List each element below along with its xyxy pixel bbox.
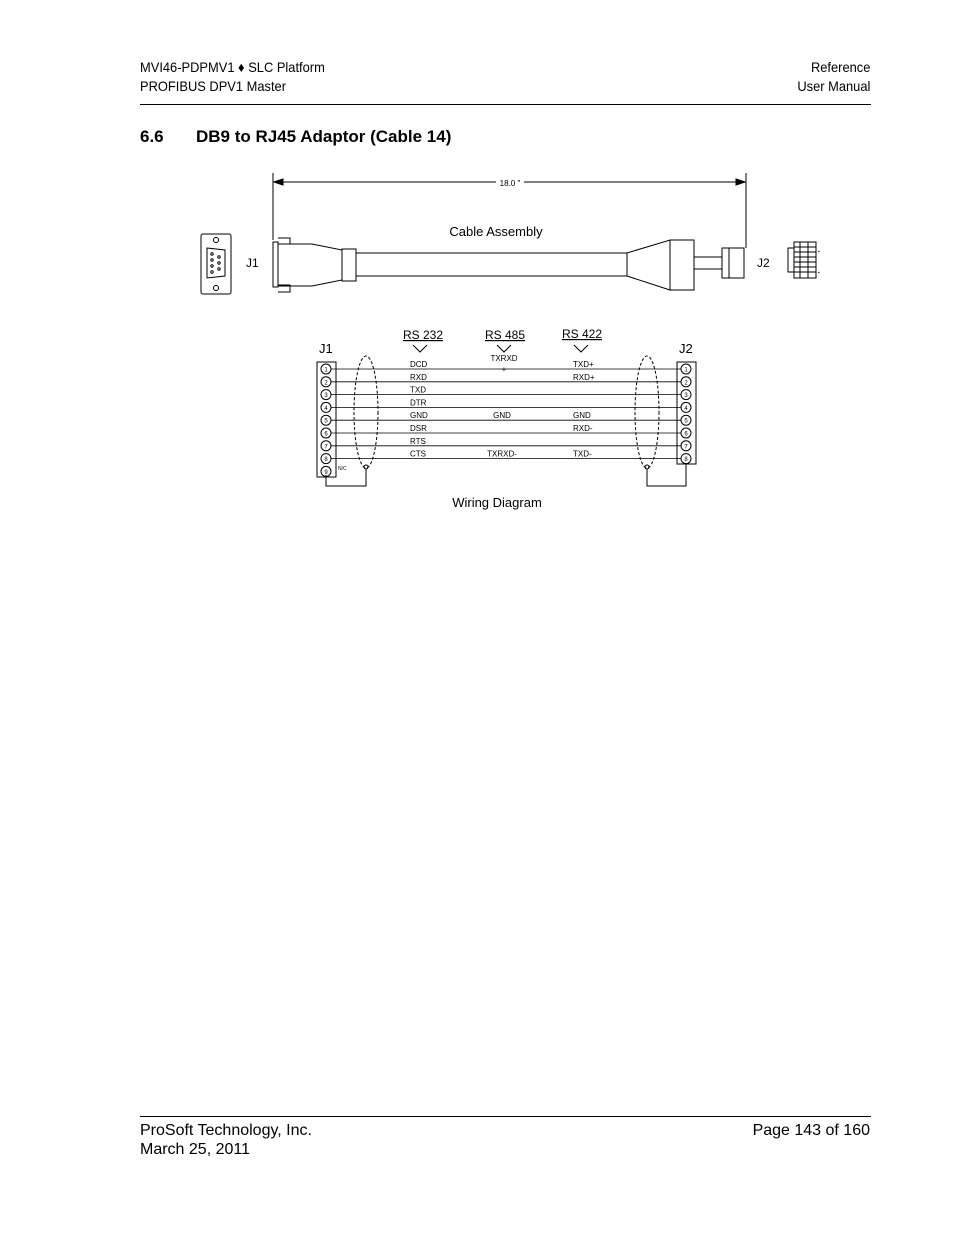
j1-pin-label: 1: [324, 367, 328, 374]
rj45-pin-mark-top: ▪: [818, 249, 820, 255]
j1-pin-label: 3: [324, 393, 328, 400]
j1-pin-label: 9: [324, 469, 328, 476]
j2-pin-label: 7: [684, 444, 688, 451]
j2-pin-label: 3: [684, 393, 688, 400]
footer-date: March 25, 2011: [140, 1141, 250, 1158]
signal-rs422: RXD-: [573, 424, 593, 433]
j1-pin-label: 4: [324, 405, 328, 412]
signal-rs485: TXRXD-: [487, 449, 517, 459]
j2-pin-label: 4: [684, 405, 688, 412]
col-rs422: RS 422: [561, 327, 603, 341]
shield-right: [635, 356, 659, 468]
signal-rs422: TXD-: [573, 449, 592, 459]
j1-pins: [321, 364, 331, 476]
header-section-kind: Reference: [810, 59, 870, 75]
signal-rs422: RXD+: [573, 372, 595, 382]
j2-pin-label: 1: [684, 367, 688, 374]
j2-pin-label: 2: [684, 380, 688, 387]
row-labels: [410, 360, 595, 459]
j1-pin-label: 8: [324, 457, 328, 464]
header-doc-type: User Manual: [796, 78, 870, 94]
j2-pin-label: 6: [684, 431, 688, 438]
signal-rs485: GND: [493, 411, 511, 421]
j1-pin-label: 5: [324, 418, 328, 425]
wiring-caption: Wiring Diagram: [452, 495, 542, 510]
assembly-j1-label: J1: [246, 256, 259, 270]
rs485-plus-label: +: [501, 365, 507, 374]
j1-pin-label: 7: [324, 444, 328, 451]
signal-rs232: RTS: [410, 436, 426, 446]
section-number: 6.6: [140, 127, 164, 146]
j2-pin-label: 8: [684, 457, 688, 464]
assembly-j2-label: J2: [757, 256, 770, 270]
wiring-j1-label: J1: [319, 341, 333, 356]
rj45-pin-mark-bottom: ▪: [818, 270, 820, 276]
footer-right: [753, 1121, 870, 1140]
col-rs485: RS 485: [484, 328, 526, 342]
signal-rs232: CTS: [410, 449, 426, 459]
signal-rs232: DSR: [410, 424, 427, 433]
signal-rs232: GND: [410, 411, 428, 421]
assembly-length: 18.0 ": [499, 179, 521, 188]
footer-company: ProSoft Technology, Inc.: [140, 1122, 312, 1139]
j2-pin-label: 5: [684, 418, 688, 425]
wiring-j2-label: J2: [679, 341, 693, 356]
header-product: MVI46-PDPMV1 ♦ SLC Platform: [140, 59, 325, 75]
footer-page: Page 143 of 160: [752, 1122, 870, 1139]
footer-left: [140, 1121, 312, 1159]
section-title: DB9 to RJ45 Adaptor (Cable 14): [196, 127, 452, 146]
signal-rs422: GND: [573, 411, 591, 421]
col-rs232: RS 232: [402, 328, 444, 342]
signal-rs232: TXD: [410, 385, 426, 395]
signal-rs232: RXD: [410, 372, 427, 382]
wiring-diagram: [317, 327, 696, 510]
signal-rs232: DTR: [410, 398, 427, 408]
signal-rs232: DCD: [410, 360, 428, 369]
signal-rs422: TXD+: [573, 360, 594, 369]
nc-label: N/C: [338, 466, 347, 472]
j1-pin-label: 6: [324, 431, 328, 438]
assembly-caption: Cable Assembly: [449, 224, 543, 239]
j1-pin-label: 2: [324, 380, 328, 387]
j2-pins: [681, 364, 691, 464]
rs485-top-label: TXRXD: [490, 354, 518, 363]
shield-left: [354, 356, 378, 468]
header-subtitle: PROFIBUS DPV1 Master: [140, 78, 287, 94]
footer-rule: [140, 1116, 871, 1117]
